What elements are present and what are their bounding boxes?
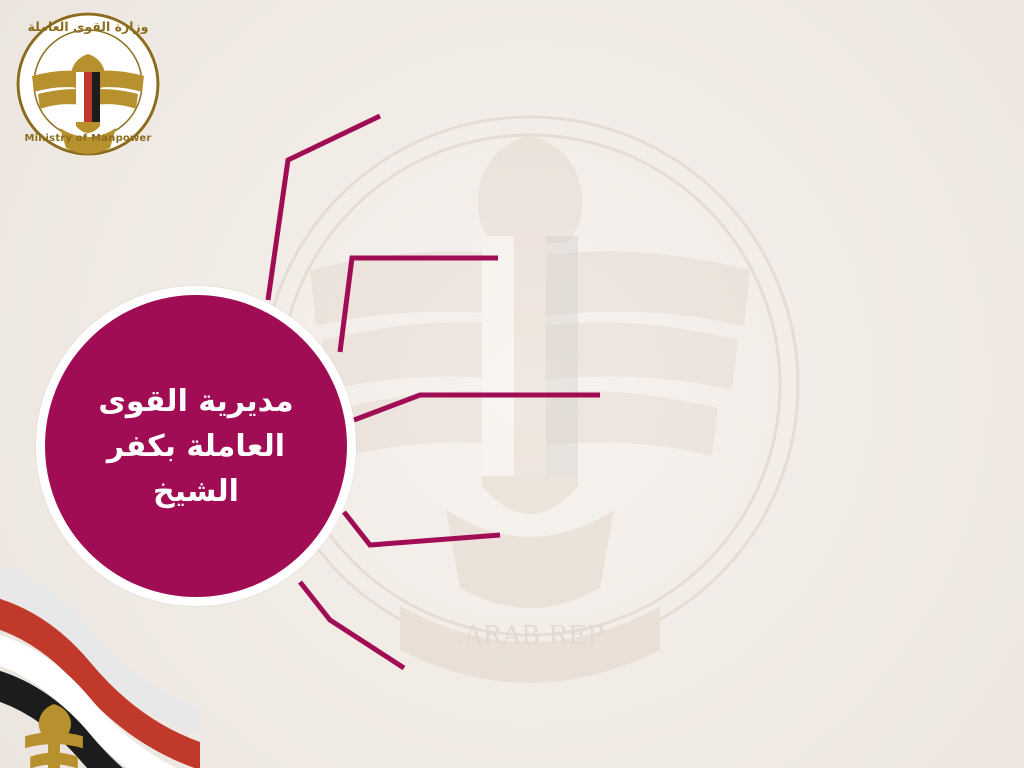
- connector-3: [354, 395, 600, 420]
- ministry-logo: [14, 10, 162, 158]
- svg-text:ARAB REP.: ARAB REP.: [455, 621, 605, 651]
- connector-5: [300, 582, 404, 668]
- center-node-label: مديرية القوى العاملة بكفر الشيخ: [98, 383, 294, 509]
- logo-english-text: Ministry of Manpower: [24, 132, 152, 144]
- connector-1: [268, 116, 380, 300]
- connector-2: [340, 258, 498, 352]
- logo-arabic-text: وزارة القوى العاملة: [27, 19, 149, 34]
- center-node: [36, 286, 356, 606]
- connector-4: [344, 512, 500, 545]
